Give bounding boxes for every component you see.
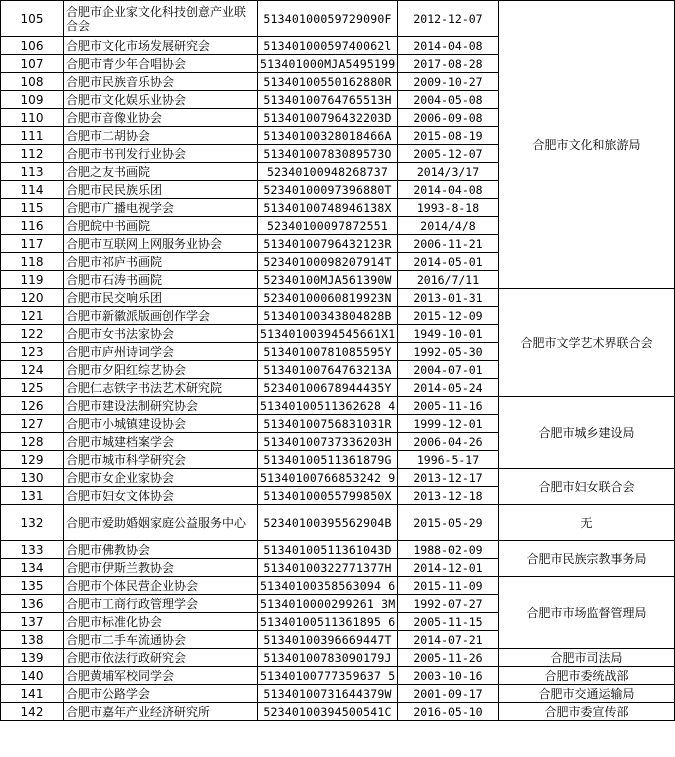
org-name: 合肥市祁庐书画院 (64, 253, 258, 271)
credit-code: 51340100511362628 4 (258, 397, 398, 415)
credit-code: 51340100055799850X (258, 487, 398, 505)
credit-code: 52340100394500541C (258, 703, 398, 721)
register-date: 2005-11-15 (398, 613, 499, 631)
credit-code: 513401000MJA5495199 (258, 55, 398, 73)
register-date: 2001-09-17 (398, 685, 499, 703)
credit-code: 51340100756831031R (258, 415, 398, 433)
register-date: 2016/7/11 (398, 271, 499, 289)
credit-code: 51340100511361879G (258, 451, 398, 469)
supervising-unit: 合肥市妇女联合会 (499, 469, 675, 505)
credit-code: 51340100511361043D (258, 541, 398, 559)
row-number: 118 (1, 253, 64, 271)
org-name: 合肥市新徽派版画创作学会 (64, 307, 258, 325)
row-number: 132 (1, 505, 64, 541)
table-row (1, 1, 675, 37)
credit-code: 52340100678944435Y (258, 379, 398, 397)
org-name: 合肥市民民族乐团 (64, 181, 258, 199)
supervising-unit: 合肥市市场监督管理局 (499, 577, 675, 649)
register-date: 2014-04-08 (398, 181, 499, 199)
org-name: 合肥市个体民营企业协会 (64, 577, 258, 595)
org-name: 合肥市女书法家协会 (64, 325, 258, 343)
row-number: 134 (1, 559, 64, 577)
register-date: 2014-05-24 (398, 379, 499, 397)
register-date: 1999-12-01 (398, 415, 499, 433)
register-date: 2013-12-18 (398, 487, 499, 505)
org-name: 合肥市文化娱乐业协会 (64, 91, 258, 109)
register-date: 2014/3/17 (398, 163, 499, 181)
credit-code: 51340100796432203D (258, 109, 398, 127)
row-number: 140 (1, 667, 64, 685)
org-name: 合肥市二手车流通协会 (64, 631, 258, 649)
org-name: 合肥市音像业协会 (64, 109, 258, 127)
register-date: 2017-08-28 (398, 55, 499, 73)
org-name: 合肥市互联网上网服务业协会 (64, 235, 258, 253)
supervising-unit: 合肥市委宣传部 (499, 703, 675, 721)
row-number: 113 (1, 163, 64, 181)
row-number: 137 (1, 613, 64, 631)
org-name: 合肥市妇女文体协会 (64, 487, 258, 505)
row-number: 120 (1, 289, 64, 307)
credit-code: 51340100059729090F (258, 1, 398, 37)
table-row (1, 397, 675, 415)
register-date: 2015-08-19 (398, 127, 499, 145)
credit-code: 51340100059740062l (258, 37, 398, 55)
row-number: 109 (1, 91, 64, 109)
org-name: 合肥市依法行政研究会 (64, 649, 258, 667)
row-number: 111 (1, 127, 64, 145)
org-name: 合肥市女企业家协会 (64, 469, 258, 487)
org-name: 合肥市企业家文化科技创意产业联合会 (64, 1, 258, 37)
register-date: 2004-05-08 (398, 91, 499, 109)
row-number: 130 (1, 469, 64, 487)
table-row (1, 469, 675, 487)
credit-code: 51340100764765513H (258, 91, 398, 109)
register-date: 1988-02-09 (398, 541, 499, 559)
row-number: 105 (1, 1, 64, 37)
org-name: 合肥市城建档案学会 (64, 433, 258, 451)
row-number: 128 (1, 433, 64, 451)
register-date: 1949-10-01 (398, 325, 499, 343)
org-name: 合肥市民交响乐团 (64, 289, 258, 307)
credit-code: 52340100948268737 (258, 163, 398, 181)
register-date: 2009-10-27 (398, 73, 499, 91)
row-number: 123 (1, 343, 64, 361)
supervising-unit: 合肥市城乡建设局 (499, 397, 675, 469)
row-number: 135 (1, 577, 64, 595)
credit-code: 51340100394545661X1 (258, 325, 398, 343)
credit-code: 52340100MJA561390W (258, 271, 398, 289)
org-name: 合肥之友书画院 (64, 163, 258, 181)
table-row (1, 667, 675, 685)
row-number: 106 (1, 37, 64, 55)
org-name: 合肥市公路学会 (64, 685, 258, 703)
register-date: 2014-05-01 (398, 253, 499, 271)
credit-code: 51340100511361895 6 (258, 613, 398, 631)
row-number: 124 (1, 361, 64, 379)
org-name: 合肥市书刊发行业协会 (64, 145, 258, 163)
register-date: 2006-09-08 (398, 109, 499, 127)
row-number: 116 (1, 217, 64, 235)
org-name: 合肥市文化市场发展研究会 (64, 37, 258, 55)
row-number: 110 (1, 109, 64, 127)
org-name: 合肥市城市科学研究会 (64, 451, 258, 469)
register-date: 2013-12-17 (398, 469, 499, 487)
org-name: 合肥市广播电视学会 (64, 199, 258, 217)
row-number: 127 (1, 415, 64, 433)
credit-code: 51340100766853242 9 (258, 469, 398, 487)
register-date: 1993-8-18 (398, 199, 499, 217)
register-date: 2005-11-16 (398, 397, 499, 415)
credit-code: 51340100396669447T (258, 631, 398, 649)
credit-code: 52340100097872551 (258, 217, 398, 235)
supervising-unit: 无 (499, 505, 675, 541)
register-date: 2003-10-16 (398, 667, 499, 685)
supervising-unit: 合肥市文学艺术界联合会 (499, 289, 675, 397)
register-date: 2012-12-07 (398, 1, 499, 37)
register-date: 2015-05-29 (398, 505, 499, 541)
credit-code: 51340100550162880R (258, 73, 398, 91)
org-name: 合肥市小城镇建设协会 (64, 415, 258, 433)
credit-code: 51340100358563094 6 (258, 577, 398, 595)
register-date: 2015-12-09 (398, 307, 499, 325)
supervising-unit: 合肥市交通运输局 (499, 685, 675, 703)
register-date: 2014/4/8 (398, 217, 499, 235)
org-name: 合肥市爱助婚姻家庭公益服务中心 (64, 505, 258, 541)
credit-code: 52340100395562904B (258, 505, 398, 541)
row-number: 114 (1, 181, 64, 199)
org-name: 合肥市标准化协会 (64, 613, 258, 631)
table-row (1, 577, 675, 595)
row-number: 136 (1, 595, 64, 613)
row-number: 115 (1, 199, 64, 217)
row-number: 121 (1, 307, 64, 325)
credit-code: 5134010000299261 3M (258, 595, 398, 613)
row-number: 129 (1, 451, 64, 469)
register-date: 1992-05-30 (398, 343, 499, 361)
row-number: 142 (1, 703, 64, 721)
credit-code: 51340100764763213A (258, 361, 398, 379)
org-name: 合肥黄埔军校同学会 (64, 667, 258, 685)
supervising-unit: 合肥市司法局 (499, 649, 675, 667)
row-number: 117 (1, 235, 64, 253)
org-name: 合肥市佛教协会 (64, 541, 258, 559)
row-number: 108 (1, 73, 64, 91)
org-name: 合肥皖中书画院 (64, 217, 258, 235)
supervising-unit: 合肥市民族宗教事务局 (499, 541, 675, 577)
register-date: 2006-11-21 (398, 235, 499, 253)
row-number: 131 (1, 487, 64, 505)
row-number: 107 (1, 55, 64, 73)
row-number: 112 (1, 145, 64, 163)
register-date: 2014-12-01 (398, 559, 499, 577)
credit-code: 51340100777359637 5 (258, 667, 398, 685)
credit-code: 51340100781085595Y (258, 343, 398, 361)
org-name: 合肥市民族音乐协会 (64, 73, 258, 91)
row-number: 139 (1, 649, 64, 667)
table-row (1, 541, 675, 559)
credit-code: 51340100796432123R (258, 235, 398, 253)
table-row (1, 289, 675, 307)
supervising-unit: 合肥市委统战部 (499, 667, 675, 685)
credit-code: 52340100098207914T (258, 253, 398, 271)
table-row (1, 703, 675, 721)
credit-code: 51340100737336203H (258, 433, 398, 451)
org-name: 合肥市二胡协会 (64, 127, 258, 145)
credit-code: 51340100322771377H (258, 559, 398, 577)
table-row (1, 505, 675, 541)
supervising-unit: 合肥市文化和旅游局 (499, 1, 675, 289)
register-date: 2013-01-31 (398, 289, 499, 307)
org-name: 合肥市石涛书画院 (64, 271, 258, 289)
table-row (1, 649, 675, 667)
table-row (1, 685, 675, 703)
register-date: 1992-07-27 (398, 595, 499, 613)
row-number: 125 (1, 379, 64, 397)
org-name: 合肥市伊斯兰教协会 (64, 559, 258, 577)
register-date: 2016-05-10 (398, 703, 499, 721)
register-date: 1996-5-17 (398, 451, 499, 469)
credit-code: 51340100748946138X (258, 199, 398, 217)
register-date: 2014-07-21 (398, 631, 499, 649)
credit-code: 51340100328018466A (258, 127, 398, 145)
credit-code: 51340100783090179J (258, 649, 398, 667)
org-name: 合肥市建设法制研究协会 (64, 397, 258, 415)
org-name: 合肥市青少年合唱协会 (64, 55, 258, 73)
org-name: 合肥市夕阳红综艺协会 (64, 361, 258, 379)
credit-code: 52340100060819923N (258, 289, 398, 307)
org-name: 合肥仁志铁字书法艺术研究院 (64, 379, 258, 397)
row-number: 119 (1, 271, 64, 289)
row-number: 122 (1, 325, 64, 343)
row-number: 126 (1, 397, 64, 415)
credit-code: 52340100097396880T (258, 181, 398, 199)
row-number: 141 (1, 685, 64, 703)
register-date: 2005-11-26 (398, 649, 499, 667)
register-date: 2004-07-01 (398, 361, 499, 379)
credit-code: 51340100343804828B (258, 307, 398, 325)
register-date: 2005-12-07 (398, 145, 499, 163)
org-name: 合肥市嘉年产业经济研究所 (64, 703, 258, 721)
row-number: 138 (1, 631, 64, 649)
credit-code: 51340100731644379W (258, 685, 398, 703)
register-date: 2015-11-09 (398, 577, 499, 595)
credit-code: 51340100783089573O (258, 145, 398, 163)
row-number: 133 (1, 541, 64, 559)
org-name: 合肥市庐州诗词学会 (64, 343, 258, 361)
org-name: 合肥市工商行政管理学会 (64, 595, 258, 613)
register-date: 2006-04-26 (398, 433, 499, 451)
register-date: 2014-04-08 (398, 37, 499, 55)
